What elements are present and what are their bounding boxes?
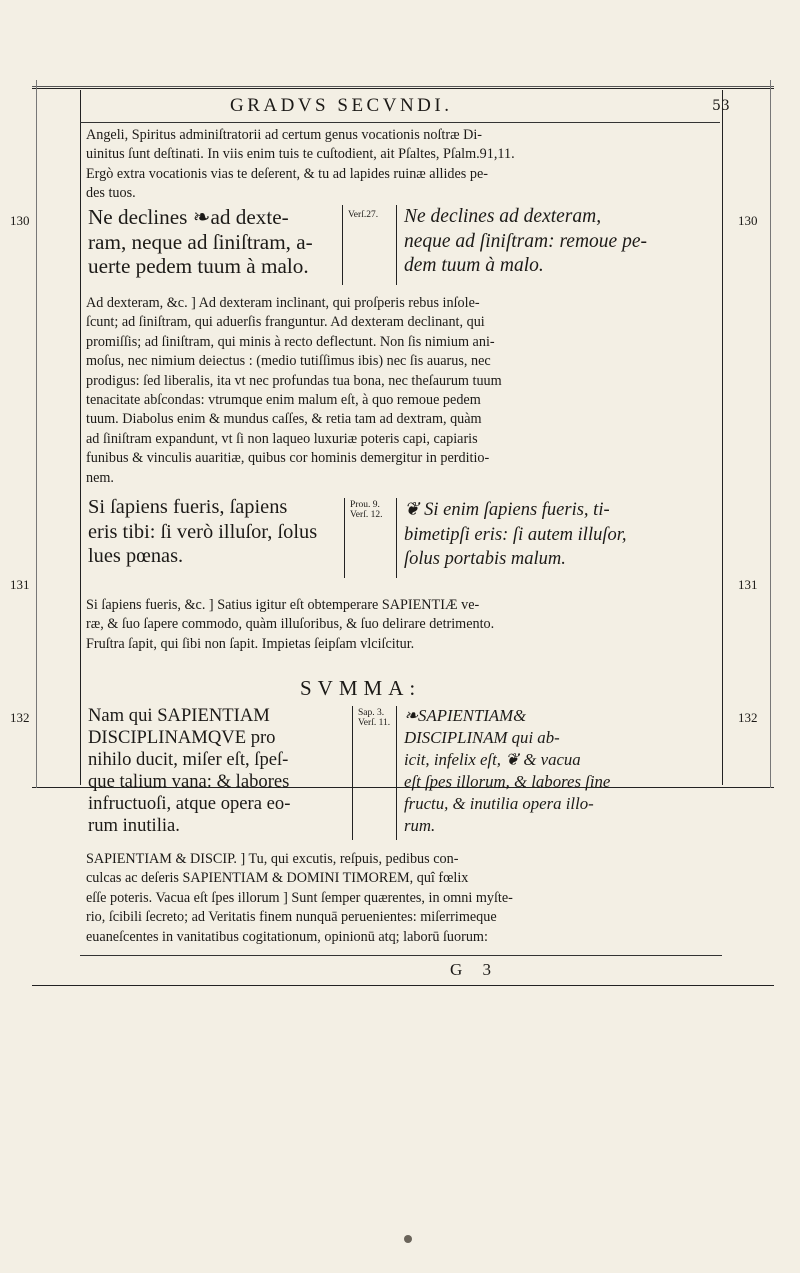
left-text-border <box>80 90 81 785</box>
running-head: GRADVS SECVNDI. <box>230 95 453 116</box>
summa-heading: SVMMA: <box>300 676 422 700</box>
intro-line: Ergò extra vocationis vias te deſerent, & tu ad lapides ruinæ allides pe- <box>86 165 488 182</box>
latin-line: bimetipſi eris: ſi autem illuſor, <box>404 524 627 545</box>
right-text-border <box>722 90 723 785</box>
commentary-line: culcas ac deſeris SAPIENTIAM & DOMINI TIMOREM, quî fœlix <box>86 870 469 887</box>
margin-number: 131 <box>10 577 30 592</box>
scripture-reference <box>350 500 382 520</box>
commentary-line: moſus, nec nimium deiectus : (medio tutiſſimus ibis) nec ſis auarus, nec <box>86 353 491 370</box>
ref-line: Sap. 3. <box>358 708 385 718</box>
latin-line: ❧SAPIENTIAM& <box>404 706 527 725</box>
ref-line: Verſ. 12. <box>350 510 383 520</box>
verse-line: rum inutilia. <box>88 815 180 836</box>
latin-line: eſt ſpes illorum, & labores ſine <box>404 772 611 791</box>
column-divider <box>396 205 397 285</box>
verse-text <box>88 495 342 569</box>
latin-line: fructu, & inutilia opera illo- <box>404 794 594 813</box>
latin-verse <box>404 498 722 572</box>
latin-line: ſolus portabis malum. <box>404 549 566 570</box>
outer-left-border <box>36 80 37 788</box>
commentary-line: promiſſis; ad ſiniſtram, qui minis à recto deflectunt. Non ſis nimium ani- <box>86 333 495 350</box>
intro-line: uinitus ſunt deſtinati. In viis enim tuis te cuſtodient, ait Pſaltes, Pſalm.91,11. <box>86 146 515 163</box>
commentary-line: ſcunt; ad ſiniſtram, qui aduerſis franguntur. Ad dexteram declinant, qui <box>86 314 485 331</box>
margin-number: 130 <box>10 213 30 228</box>
commentary-line: eſſe poteris. Vacua eſt ſpes illorum ] Sunt ſemper quærentes, in omni myſte- <box>86 889 513 906</box>
page-bottom-rule <box>32 985 774 986</box>
commentary-line: funibus & vinculis auaritiæ, quibus cor hominis demergitur in perditio- <box>86 450 490 467</box>
commentary-line: euaneſcentes in vanitatibus cogitationum, opinionū atq; laborū ſuorum: <box>86 928 488 945</box>
scripture-reference: Verſ.27. <box>348 210 379 220</box>
verse-text <box>88 705 350 837</box>
ref-line: Prou. 9. <box>350 500 380 510</box>
verse-line: lues pœnas. <box>88 545 184 568</box>
commentary-line: tenacitate abſcondas: vtrumque enim malum eſt, à quo remoue pedem <box>86 392 481 409</box>
intro-line: Angeli, Spiritus adminiſtratorii ad certum genus vocationis noſtræ Di- <box>86 127 483 143</box>
verse-line: eris tibi: ſi verò illuſor, ſolus <box>88 520 318 543</box>
verse-line: Si ſapiens fueris, ſapiens <box>88 496 288 518</box>
verse-line: infructuoſi, atque opera eo- <box>88 793 291 814</box>
margin-number: 132 <box>10 710 30 725</box>
column-divider <box>344 498 345 578</box>
commentary-line: Fruſtra ſapit, qui ſibi non ſapit. Impietas ſeipſam vlciſcitur. <box>86 635 415 652</box>
margin-number-right: 130 <box>738 213 758 228</box>
latin-line: Ne declines ad dexteram, <box>404 206 602 227</box>
verse-line: ram, neque ad ſiniſtram, a- <box>88 229 313 254</box>
commentary-line: SAPIENTIAM & DISCIP. ] Tu, qui excutis, reſpuis, pedibus con- <box>86 851 459 867</box>
commentary-line: prodigus: ſed liberalis, ita vt nec profundas tua bona, nec theſaurum tuum <box>86 372 502 389</box>
margin-number-right: 132 <box>738 710 758 725</box>
intro-paragraph <box>86 126 716 204</box>
commentary-paragraph <box>86 850 716 947</box>
top-rule-thin <box>32 86 774 87</box>
column-divider <box>342 205 343 285</box>
latin-line: icit, infelix eſt, ❦ & vacua <box>404 750 581 769</box>
commentary-line: rio, ſcibili ſecreto; ad Veritatis finem nunquā peruenientes: miſerrimeque <box>86 909 497 926</box>
latin-verse <box>404 205 722 279</box>
verse-line: uerte pedem tuum à malo. <box>88 254 309 279</box>
footer-rule <box>80 955 722 956</box>
signature-mark: G 3 <box>450 960 500 979</box>
latin-line: dem tuum à malo. <box>404 255 544 277</box>
verse-line: DISCIPLINAMQVE pro <box>88 727 276 748</box>
verse-line: Ne declines ❧ad dexte- <box>88 205 289 229</box>
commentary-line: Si ſapiens fueris, &c. ] Satius igitur eſt obtemperare SAPIENTIÆ ve- <box>86 597 480 613</box>
head-rule <box>80 122 720 123</box>
intro-line: des tuos. <box>86 185 136 202</box>
verse-line: Nam qui SAPIENTIAM <box>88 705 270 726</box>
column-divider <box>396 706 397 840</box>
column-divider <box>396 498 397 578</box>
scripture-reference <box>358 708 390 728</box>
commentary-line: Ad dexteram, &c. ] Ad dexteram inclinant, qui proſperis rebus inſole- <box>86 295 480 311</box>
column-divider <box>352 706 353 840</box>
outer-right-border <box>770 80 771 788</box>
commentary-paragraph <box>86 294 716 488</box>
page-number: 53 <box>712 98 730 114</box>
commentary-line: nem. <box>86 469 114 486</box>
commentary-paragraph <box>86 596 716 654</box>
ref-line: Verſ. 11. <box>358 718 391 728</box>
commentary-line: ræ, & ſuo ſapere commodo, quàm illuſoribus, & ſuo delirare detrimento. <box>86 616 495 633</box>
ink-spot <box>404 1235 412 1243</box>
verse-line: que talium vana: & labores <box>88 771 290 792</box>
verse-line: nihilo ducit, miſer eſt, ſpeſ- <box>88 749 289 770</box>
latin-line: rum. <box>404 816 436 835</box>
verse-text <box>88 205 340 279</box>
top-rule <box>32 88 774 89</box>
commentary-line: tuum. Diabolus enim & mundus caſſes, & retia tam ad dextram, quàm <box>86 411 482 428</box>
latin-verse <box>404 705 722 837</box>
margin-number-right: 131 <box>738 577 758 592</box>
latin-line: neque ad ſiniſtram: remoue pe- <box>404 230 647 252</box>
latin-line: DISCIPLINAM qui ab- <box>404 728 560 747</box>
latin-line: ❦ Si enim ſapiens fueris, ti- <box>404 500 610 520</box>
commentary-line: ad ſiniſtram expandunt, vt ſi non laqueo luxuriæ poteris capi, capiaris <box>86 430 478 447</box>
